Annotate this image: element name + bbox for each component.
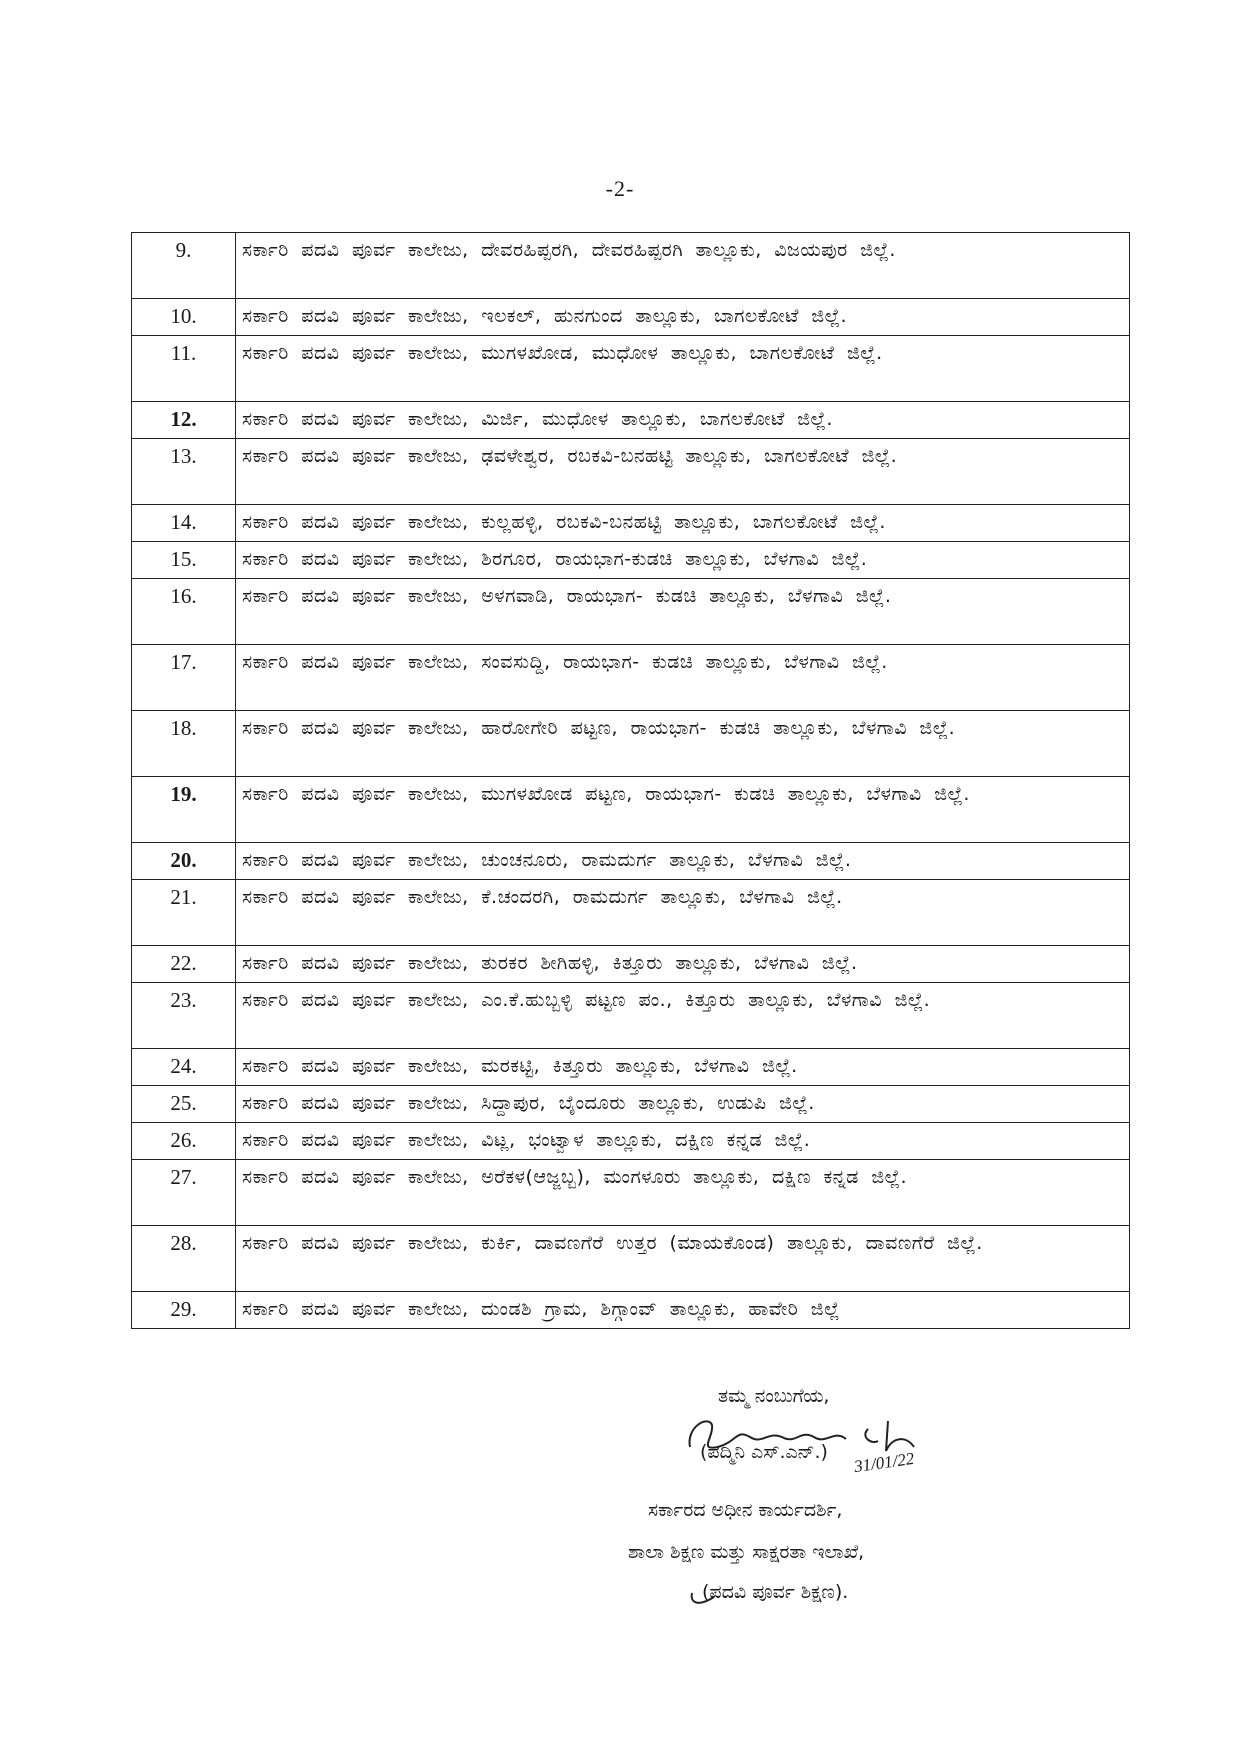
table-row (132, 946, 1130, 983)
table-row (132, 1123, 1130, 1160)
college-entry: ಸರ್ಕಾರಿ ಪದವಿ ಪೂರ್ವ ಕಾಲೇಜು, ಎಂ.ಕೆ.ಹುಬ್ಬಳ್ಳಿ ಪಟ್ಟಣ ಪಂ., ಕಿತ್ತೂರು ತಾಲ್ಲೂಕು, ಬೆಳಗಾವಿ ಜಿಲ್ಲೆ. (236, 983, 1130, 1049)
signatory-division: (ಪದವಿ ಪೂರ್ವ ಶಿಕ್ಷಣ). (702, 1581, 849, 1603)
college-entry: ಸರ್ಕಾರಿ ಪದವಿ ಪೂರ್ವ ಕಾಲೇಜು, ಢವಳೇಶ್ವರ, ರಬಕವಿ-ಬನಹಟ್ಟಿ ತಾಲ್ಲೂಕು, ಬಾಗಲಕೋಟೆ ಜಿಲ್ಲೆ. (236, 439, 1130, 505)
table-row (132, 1049, 1130, 1086)
signatory-name: (ಪದ್ಮಿನಿ ಎಸ್.ಎನ್.) (700, 1441, 828, 1463)
table-row (132, 1226, 1130, 1292)
row-number: 28. (132, 1226, 236, 1292)
college-entry: ಸರ್ಕಾರಿ ಪದವಿ ಪೂರ್ವ ಕಾಲೇಜು, ಸಂವಸುದ್ದಿ, ರಾಯಭಾಗ- ಕುಡಚಿ ತಾಲ್ಲೂಕು, ಬೆಳಗಾವಿ ಜಿಲ್ಲೆ. (236, 645, 1130, 711)
table-row (132, 1292, 1130, 1329)
row-number: 19. (132, 777, 236, 843)
handwritten-tick-mark (688, 1585, 718, 1611)
row-number: 12. (132, 402, 236, 439)
college-entry: ಸರ್ಕಾರಿ ಪದವಿ ಪೂರ್ವ ಕಾಲೇಜು, ಅಳಗವಾಡಿ, ರಾಯಭಾಗ- ಕುಡಚಿ ತಾಲ್ಲೂಕು, ಬೆಳಗಾವಿ ಜಿಲ್ಲೆ. (236, 579, 1130, 645)
college-entry: ಸರ್ಕಾರಿ ಪದವಿ ಪೂರ್ವ ಕಾಲೇಜು, ದೇವರಹಿಪ್ಪರಗಿ, ದೇವರಹಿಪ್ಪರಗಿ ತಾಲ್ಲೂಕು, ವಿಜಯಪುರ ಜಿಲ್ಲೆ. (236, 233, 1130, 299)
closing-line: ತಮ್ಮ ನಂಬುಗೆಯ, (718, 1385, 830, 1407)
college-entry: ಸರ್ಕಾರಿ ಪದವಿ ಪೂರ್ವ ಕಾಲೇಜು, ಸಿದ್ದಾಪುರ, ಬೈಂದೂರು ತಾಲ್ಲೂಕು, ಉಡುಪಿ ಜಿಲ್ಲೆ. (236, 1086, 1130, 1123)
table-row (132, 299, 1130, 336)
college-entry: ಸರ್ಕಾರಿ ಪದವಿ ಪೂರ್ವ ಕಾಲೇಜು, ಕೆ.ಚಂದರಗಿ, ರಾಮದುರ್ಗ ತಾಲ್ಲೂಕು, ಬೆಳಗಾವಿ ಜಿಲ್ಲೆ. (236, 880, 1130, 946)
row-number: 17. (132, 645, 236, 711)
row-number: 15. (132, 542, 236, 579)
table-row (132, 1160, 1130, 1226)
row-number: 16. (132, 579, 236, 645)
table-row (132, 711, 1130, 777)
college-entry: ಸರ್ಕಾರಿ ಪದವಿ ಪೂರ್ವ ಕಾಲೇಜು, ಮರಕಟ್ಟಿ, ಕಿತ್ತೂರು ತಾಲ್ಲೂಕು, ಬೆಳಗಾವಿ ಜಿಲ್ಲೆ. (236, 1049, 1130, 1086)
college-entry: ಸರ್ಕಾರಿ ಪದವಿ ಪೂರ್ವ ಕಾಲೇಜು, ಶಿರಗೂರ, ರಾಯಭಾಗ-ಕುಡಚಿ ತಾಲ್ಲೂಕು, ಬೆಳಗಾವಿ ಜಿಲ್ಲೆ. (236, 542, 1130, 579)
table-row (132, 579, 1130, 645)
table-row (132, 983, 1130, 1049)
row-number: 13. (132, 439, 236, 505)
college-entry: ಸರ್ಕಾರಿ ಪದವಿ ಪೂರ್ವ ಕಾಲೇಜು, ವಿಟ್ಲ, ಭಂಟ್ವಾಳ ತಾಲ್ಲೂಕು, ದಕ್ಷಿಣ ಕನ್ನಡ ಜಿಲ್ಲೆ. (236, 1123, 1130, 1160)
table-row (132, 233, 1130, 299)
row-number: 25. (132, 1086, 236, 1123)
row-number: 23. (132, 983, 236, 1049)
table-row (132, 880, 1130, 946)
college-entry: ಸರ್ಕಾರಿ ಪದವಿ ಪೂರ್ವ ಕಾಲೇಜು, ಹಾರೋಗೇರಿ ಪಟ್ಟಣ, ರಾಯಭಾಗ- ಕುಡಚಿ ತಾಲ್ಲೂಕು, ಬೆಳಗಾವಿ ಜಿಲ್ಲೆ. (236, 711, 1130, 777)
row-number: 26. (132, 1123, 236, 1160)
row-number: 9. (132, 233, 236, 299)
row-number: 22. (132, 946, 236, 983)
row-number: 20. (132, 843, 236, 880)
table-row (132, 439, 1130, 505)
row-number: 24. (132, 1049, 236, 1086)
row-number: 10. (132, 299, 236, 336)
table-row (132, 402, 1130, 439)
row-number: 27. (132, 1160, 236, 1226)
signatory-designation: ಸರ್ಕಾರದ ಅಧೀನ ಕಾರ್ಯದರ್ಶಿ, (648, 1499, 843, 1521)
page-number: -2- (605, 176, 635, 201)
college-entry: ಸರ್ಕಾರಿ ಪದವಿ ಪೂರ್ವ ಕಾಲೇಜು, ಕುಲ್ಲಹಳ್ಳಿ, ರಬಕವಿ-ಬನಹಟ್ಟಿ ತಾಲ್ಲೂಕು, ಬಾಗಲಕೋಟೆ ಜಿಲ್ಲೆ. (236, 505, 1130, 542)
college-list-body (132, 233, 1130, 1329)
row-number: 29. (132, 1292, 236, 1329)
college-entry: ಸರ್ಕಾರಿ ಪದವಿ ಪೂರ್ವ ಕಾಲೇಜು, ಮಿರ್ಜಿ, ಮುಧೋಳ ತಾಲ್ಲೂಕು, ಬಾಗಲಕೋಟೆ ಜಿಲ್ಲೆ. (236, 402, 1130, 439)
table-row (132, 645, 1130, 711)
college-entry: ಸರ್ಕಾರಿ ಪದವಿ ಪೂರ್ವ ಕಾಲೇಜು, ಮುಗಳಖೋಡ, ಮುಧೋಳ ತಾಲ್ಲೂಕು, ಬಾಗಲಕೋಟೆ ಜಿಲ್ಲೆ. (236, 336, 1130, 402)
row-number: 21. (132, 880, 236, 946)
signatory-department: ಶಾಲಾ ಶಿಕ್ಷಣ ಮತ್ತು ಸಾಕ್ಷರತಾ ಇಲಾಖೆ, (628, 1541, 865, 1563)
college-entry: ಸರ್ಕಾರಿ ಪದವಿ ಪೂರ್ವ ಕಾಲೇಜು, ದುಂಡಶಿ ಗ್ರಾಮ, ಶಿಗ್ಗಾಂವ್ ತಾಲ್ಲೂಕು, ಹಾವೇರಿ ಜಿಲ್ಲೆ (236, 1292, 1130, 1329)
college-entry: ಸರ್ಕಾರಿ ಪದವಿ ಪೂರ್ವ ಕಾಲೇಜು, ಚುಂಚನೂರು, ರಾಮದುರ್ಗ ತಾಲ್ಲೂಕು, ಬೆಳಗಾವಿ ಜಿಲ್ಲೆ. (236, 843, 1130, 880)
college-list-table (131, 232, 1130, 1329)
row-number: 11. (132, 336, 236, 402)
table-row (132, 1086, 1130, 1123)
handwritten-date: 31/01/22 (852, 1448, 916, 1477)
row-number: 14. (132, 505, 236, 542)
table-row (132, 843, 1130, 880)
college-entry: ಸರ್ಕಾರಿ ಪದವಿ ಪೂರ್ವ ಕಾಲೇಜು, ಮುಗಳಖೋಡ ಪಟ್ಟಣ, ರಾಯಭಾಗ- ಕುಡಚಿ ತಾಲ್ಲೂಕು, ಬೆಳಗಾವಿ ಜಿಲ್ಲೆ. (236, 777, 1130, 843)
college-entry: ಸರ್ಕಾರಿ ಪದವಿ ಪೂರ್ವ ಕಾಲೇಜು, ಕುರ್ಕಿ, ದಾವಣಗೆರೆ ಉತ್ತರ (ಮಾಯಕೊಂಡ) ತಾಲ್ಲೂಕು, ದಾವಣಗೆರೆ ಜಿಲ್ಲೆ. (236, 1226, 1130, 1292)
table-row (132, 505, 1130, 542)
college-entry: ಸರ್ಕಾರಿ ಪದವಿ ಪೂರ್ವ ಕಾಲೇಜು, ಇಲಕಲ್, ಹುನಗುಂದ ತಾಲ್ಲೂಕು, ಬಾಗಲಕೋಟೆ ಜಿಲ್ಲೆ. (236, 299, 1130, 336)
table-row (132, 542, 1130, 579)
row-number: 18. (132, 711, 236, 777)
table-row (132, 777, 1130, 843)
college-entry: ಸರ್ಕಾರಿ ಪದವಿ ಪೂರ್ವ ಕಾಲೇಜು, ಅರೆಕಳ(ಆಜ್ಜಬ್ಬ), ಮಂಗಳೂರು ತಾಲ್ಲೂಕು, ದಕ್ಷಿಣ ಕನ್ನಡ ಜಿಲ್ಲೆ. (236, 1160, 1130, 1226)
college-entry: ಸರ್ಕಾರಿ ಪದವಿ ಪೂರ್ವ ಕಾಲೇಜು, ತುರಕರ ಶೀಗಿಹಳ್ಳಿ, ಕಿತ್ತೂರು ತಾಲ್ಲೂಕು, ಬೆಳಗಾವಿ ಜಿಲ್ಲೆ. (236, 946, 1130, 983)
table-row (132, 336, 1130, 402)
